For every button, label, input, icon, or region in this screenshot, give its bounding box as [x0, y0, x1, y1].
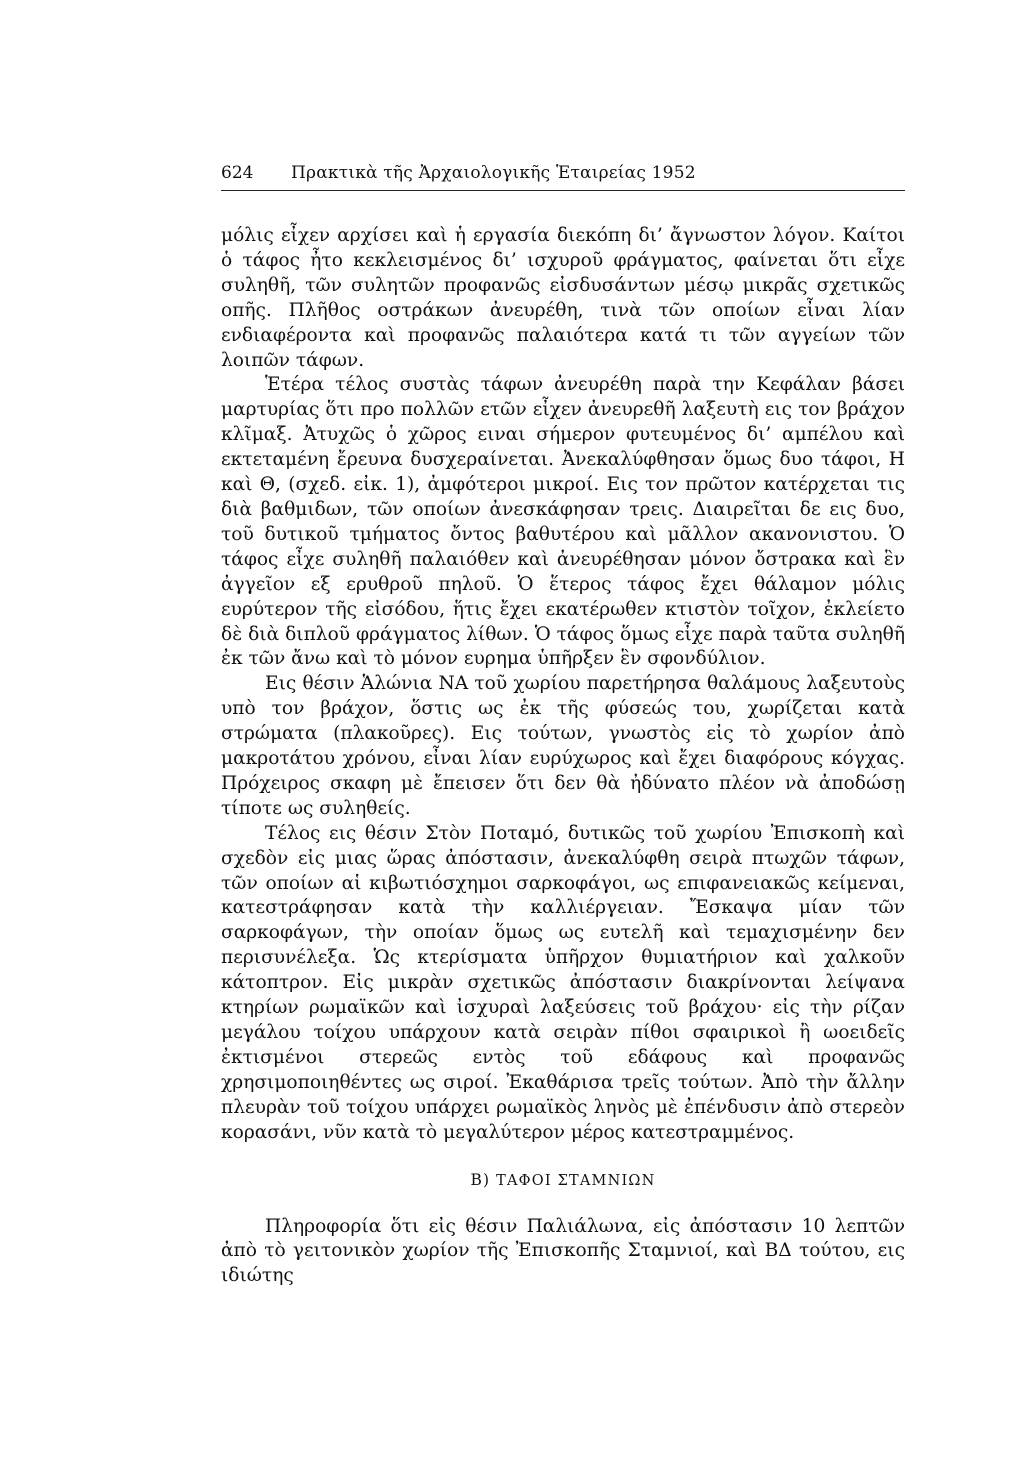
body-text: [221, 224, 905, 1289]
paragraph-halonia: Εις θέσιν Ἁλώνια ΝΑ τοῦ χωρίου παρετήρησα θαλάμους λαξευτοὺς υπὸ τον βράχον, ὅστις ως ἐκ τῆς φύσεώς του, χωρίζεται κατὰ στρώματα (πλακοῦρες). Εις τούτων, γνωστὸς εἰς τὸ χωρίον ἀπὸ μακροτάτου χρόνου, εἶναι λίαν ευρύχωρος καὶ ἔχει διαφόρους κόγχας. Πρόχειρος σκαφη μὲ ἔπεισεν ὅτι δεν θὰ ἠδύνατο πλέον νὰ ἀποδώσῃ τίποτε ως συληθείς.: [221, 673, 905, 819]
paragraph-continuation: μόλις εἶχεν αρχίσει καὶ ἡ εργασία διεκόπη δι’ ἄγνωστον λόγον. Καίτοι ὁ τάφος ἦτο κεκλεισμένος δι’ ισχυροῦ φράγματος, φαίνεται ὅτι εἶχε συληθῆ, τῶν συλητῶν προφανῶς εἰσδυσάντων μέσῳ μικρᾶς σχετικῶς οπῆς. Πλῆθος οστράκων ἀνευρέθη, τινὰ τῶν οποίων εἶναι λίαν ενδιαφέροντα καὶ προφανῶς παλαιότερα κατά τι τῶν αγγείων τῶν λοιπῶν τάφων.: [221, 225, 905, 371]
running-head: [221, 156, 905, 190]
paragraph-section-b: Πληροφορία ὅτι εἰς θέσιν Παλιάλωνα, εἰς ἀπόστασιν 10 λεπτῶν ἀπὸ τὸ γειτονικὸν χωρίον τῆς Ἐπισκοπῆς Σταμνιοί, καὶ ΒΔ τούτου, εις ιδιώτης: [221, 1215, 905, 1287]
header-rule: [221, 190, 905, 191]
page-number: 624: [221, 163, 254, 183]
paragraph-ston-potamo: Τέλος εις θέσιν Στὸν Ποταμό, δυτικῶς τοῦ χωρίου Ἐπισκοπὴ καὶ σχεδὸν εἰς μιας ὥρας ἀπόστασιν, ἀνεκαλύφθη σειρὰ πτωχῶν τάφων, τῶν οποίων αἱ κιβωτιόσχημοι σαρκοφάγοι, ως επιφανειακῶς κείμεναι, κατεστράφησαν κατὰ τὴν καλλιέργειαν. Ἔσκαψα μίαν τῶν σαρκοφάγων, τὴν οποίαν ὅμως ως ευτελῆ καὶ τεμαχισμένην δεν περισυνέλεξα. Ὡς κτερίσματα ὑπῆρχον θυμιατήριον καὶ χαλκοῦν κάτοπτρον. Εἰς μικρὰν σχετικῶς ἀπόστασιν διακρίνονται λείψανα κτηρίων ρωμαϊκῶν καὶ ἰσχυραὶ λαξεύσεις τοῦ βράχου· εἰς τὴν ρίζαν μεγάλου τοίχου υπάρχουν κατὰ σειρὰν πίθοι σφαιρικοὶ ἢ ωοειδεῖς ἐκτισμένοι στερεῶς εντὸς τοῦ εδάφους καὶ προφανῶς χρησιμοποιηθέντες ως σιροί. Ἐκαθάρισα τρεῖς τούτων. Ἀπὸ τὴν ἄλλην πλευρὰν τοῦ τοίχου υπάρχει ρωμαϊκὸς ληνὸς μὲ ἐπένδυσιν ἀπὸ στερεὸν κορασάνι, νῦν κατὰ τὸ μεγαλύτερον μέρος κατεστραμμένος.: [221, 822, 905, 1143]
section-title: ΤΑΦΟΙ ΣΤΑΜΝΙΩΝ: [496, 1172, 656, 1189]
page: [221, 156, 905, 1287]
section-letter: Β): [470, 1170, 491, 1189]
section-heading: [221, 1170, 905, 1191]
paragraph-tombs-h-theta: Ἑτέρα τέλος συστὰς τάφων ἀνευρέθη παρὰ την Κεφάλαν βάσει μαρτυρίας ὅτι προ πολλῶν ετῶν εἶχεν ἀνευρεθῆ λαξευτὴ εις τον βράχον κλῖμαξ. Ἀτυχῶς ὁ χῶρος ειναι σήμερον φυτευμένος δι’ αμπέλου καὶ εκτεταμένη ἔρευνα δυσχεραίνεται. Ἀνεκαλύφθησαν ὅμως δυο τάφοι, Η καὶ Θ, (σχεδ. εἰκ. 1), ἀμφότεροι μικροί. Εις τον πρῶτον κατέρχεται τις διὰ βαθμιδων, τῶν οποίων ἀνεσκάφησαν τρεις. Διαιρεῖται δε εις δυο, τοῦ δυτικοῦ τμήματος ὄντος βαθυτέρου καὶ μᾶλλον ακανονιστου. Ὁ τάφος εἶχε συληθῆ παλαιόθεν καὶ ἀνευρέθησαν μόνον ὄστρακα καὶ ἓν ἀγγεῖον εξ ερυθροῦ πηλοῦ. Ὁ ἕτερος τάφος ἔχει θάλαμον μόλις ευρύτερον τῆς εἰσόδου, ἥτις ἔχει εκατέρωθεν κτιστὸν τοῖχον, ἐκλείετο δὲ διὰ διπλοῦ φράγματος λίθων. Ὁ τάφος ὅμως εἶχε παρὰ ταῦτα συληθῆ ἐκ τῶν ἄνω καὶ τὸ μόνον ευρημα ὑπῆρξεν ἓν σφονδύλιον.: [221, 374, 905, 670]
journal-title: Πρακτικὰ τῆς Ἀρχαιολογικῆς Ἑταιρείας 1952: [291, 163, 696, 183]
